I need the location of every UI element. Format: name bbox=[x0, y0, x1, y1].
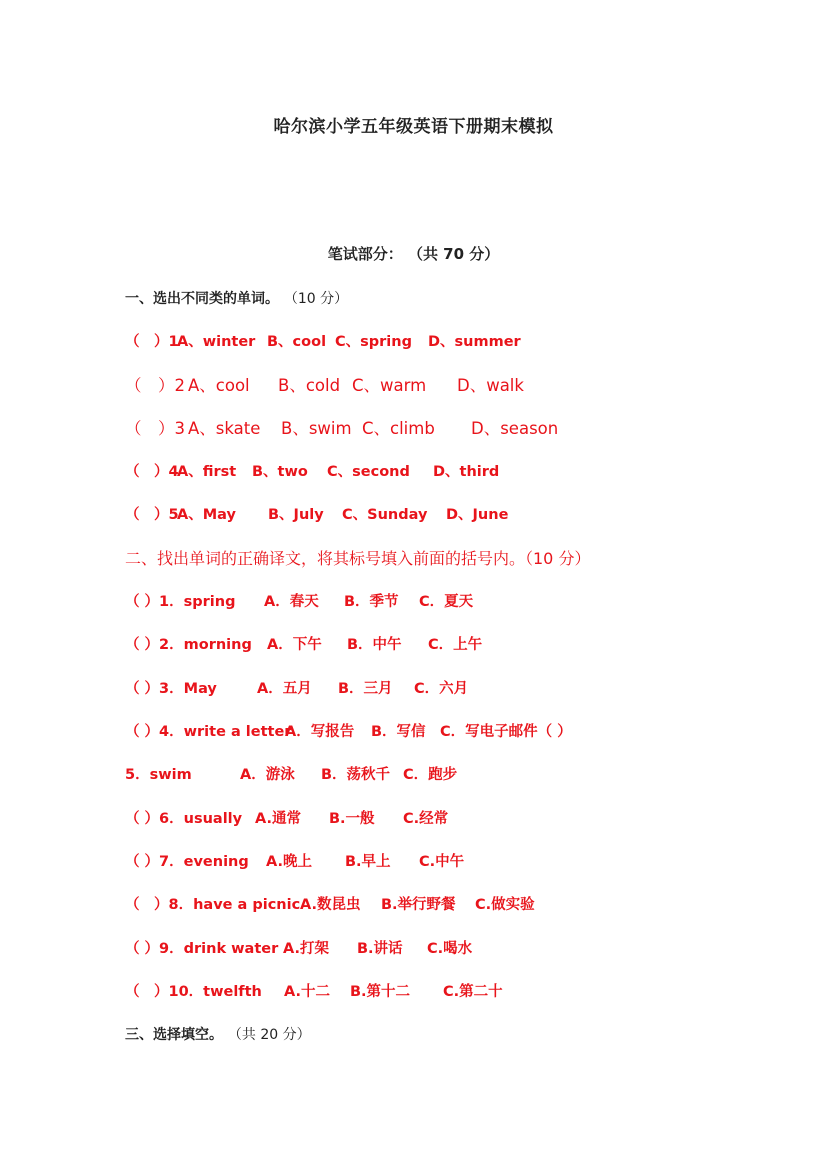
s1-q4-number: （ ）4 bbox=[125, 464, 179, 480]
s2-question-2 bbox=[125, 633, 482, 654]
s2-question-7 bbox=[125, 850, 464, 871]
s2-q9-word: （ ）9．drink water bbox=[125, 941, 279, 957]
s2-q8-word: （ ）8．have a picnic bbox=[125, 897, 301, 913]
s2-q3-option-b: B．三月 bbox=[338, 681, 393, 697]
s2-q6-option-b: B.一般 bbox=[329, 811, 375, 827]
s2-q3-option-a: A．五月 bbox=[257, 681, 312, 697]
s1-q2-option-c: C、warm bbox=[352, 376, 427, 395]
s2-question-5 bbox=[125, 763, 457, 784]
s2-question-4 bbox=[125, 720, 572, 741]
s2-q10-word: （ ）10．twelfth bbox=[125, 984, 262, 1000]
s1-q3-option-a: A、skate bbox=[188, 419, 261, 438]
s1-q1-option-b: B、cool bbox=[267, 334, 327, 350]
s2-q2-option-b: B．中午 bbox=[347, 637, 402, 653]
s1-q2-option-d: D、walk bbox=[457, 376, 524, 395]
s1-q1-option-d: D、summer bbox=[428, 334, 521, 350]
s2-question-6 bbox=[125, 807, 448, 828]
s2-q8-option-a: A.数昆虫 bbox=[300, 897, 361, 913]
s1-q3-option-c: C、climb bbox=[362, 419, 435, 438]
s1-q1-number: （ ）1 bbox=[125, 334, 179, 350]
page-title: 哈尔滨小学五年级英语下册期末模拟 bbox=[273, 117, 554, 137]
s2-q6-word: （ ）6．usually bbox=[125, 811, 243, 827]
s1-q1-option-c: C、spring bbox=[335, 334, 412, 350]
s2-q1-word: （ ）1．spring bbox=[125, 594, 236, 610]
s2-q7-word: （ ）7．evening bbox=[125, 854, 249, 870]
s2-q1-option-a: A．春天 bbox=[264, 594, 319, 610]
s2-q5-option-a: A．游泳 bbox=[240, 767, 295, 783]
s2-q1-option-c: C．夏天 bbox=[419, 594, 474, 610]
page-subtitle: 笔试部分： （共 70 分） bbox=[327, 245, 500, 263]
s2-q10-option-a: A.十二 bbox=[284, 984, 330, 1000]
s2-question-10 bbox=[125, 980, 503, 1001]
s2-q3-word: （ ）3．May bbox=[125, 681, 217, 697]
s1-q5-option-c: C、Sunday bbox=[342, 507, 428, 523]
s2-q10-option-b: B.第十二 bbox=[350, 984, 411, 1000]
s2-q9-option-a: A.打架 bbox=[283, 941, 329, 957]
section3-heading-bold: 三、选择填空。 bbox=[125, 1027, 223, 1043]
s2-q8-option-b: B.举行野餐 bbox=[381, 897, 456, 913]
s2-q5-word: 5．swim bbox=[125, 767, 192, 783]
section3-heading-score: （共 20 分） bbox=[227, 1027, 311, 1043]
s1-question-1 bbox=[125, 330, 521, 351]
s2-q8-option-c: C.做实验 bbox=[475, 897, 535, 913]
s2-q4-option-c: C．写电子邮件（ ） bbox=[440, 724, 572, 740]
s2-q2-word: （ ）2．morning bbox=[125, 637, 252, 653]
s2-q1-option-b: B．季节 bbox=[344, 594, 399, 610]
s1-q2-number: （ ）2 bbox=[125, 376, 185, 395]
s1-q4-option-b: B、two bbox=[252, 464, 308, 480]
s2-q6-option-c: C.经常 bbox=[403, 811, 449, 827]
s2-q2-option-c: C．上午 bbox=[428, 637, 483, 653]
s1-q4-option-a: A、first bbox=[177, 464, 237, 480]
s2-q5-option-b: B．荡秋千 bbox=[321, 767, 391, 783]
s2-q7-option-c: C.中午 bbox=[419, 854, 465, 870]
s1-question-3 bbox=[125, 415, 558, 439]
s2-q4-option-a: A．写报告 bbox=[285, 724, 355, 740]
s2-q9-option-c: C.喝水 bbox=[427, 941, 473, 957]
s2-q5-option-c: C．跑步 bbox=[403, 767, 458, 783]
s1-question-2 bbox=[125, 372, 524, 396]
s1-q5-option-b: B、July bbox=[268, 507, 324, 523]
section1-heading bbox=[125, 288, 348, 308]
s2-question-9 bbox=[125, 937, 472, 958]
s1-q1-option-a: A、winter bbox=[177, 334, 256, 350]
s2-q9-option-b: B.讲话 bbox=[357, 941, 403, 957]
section3-heading bbox=[125, 1024, 311, 1044]
s2-q6-option-a: A.通常 bbox=[255, 811, 301, 827]
s2-q4-word: （ ）4．write a letter bbox=[125, 724, 292, 740]
s1-q3-option-b: B、swim bbox=[281, 419, 352, 438]
s1-q5-number: （ ）5 bbox=[125, 507, 179, 523]
s1-question-5 bbox=[125, 503, 508, 524]
s1-q2-option-a: A、cool bbox=[188, 376, 250, 395]
s1-q4-option-c: C、second bbox=[327, 464, 410, 480]
section1-heading-bold: 一、选出不同类的单词。 bbox=[125, 291, 279, 307]
s2-q4-option-b: B．写信 bbox=[371, 724, 426, 740]
s2-q7-option-b: B.早上 bbox=[345, 854, 391, 870]
s2-q2-option-a: A．下午 bbox=[267, 637, 322, 653]
section2-heading: 二、找出单词的正确译文，将其标号填入前面的括号内。（10 分） bbox=[125, 549, 591, 568]
s2-q3-option-c: C．六月 bbox=[414, 681, 469, 697]
s1-q2-option-b: B、cold bbox=[278, 376, 341, 395]
s1-q3-number: （ ）3 bbox=[125, 419, 185, 438]
s1-q4-option-d: D、third bbox=[433, 464, 500, 480]
s2-question-3 bbox=[125, 677, 468, 698]
section1-heading-score: （10 分） bbox=[283, 291, 349, 307]
s1-q5-option-d: D、June bbox=[446, 507, 509, 523]
s1-question-4 bbox=[125, 460, 499, 481]
s2-q7-option-a: A.晚上 bbox=[266, 854, 312, 870]
s2-question-8 bbox=[125, 893, 535, 914]
s1-q5-option-a: A、May bbox=[177, 507, 236, 523]
s2-q10-option-c: C.第二十 bbox=[443, 984, 503, 1000]
s1-q3-option-d: D、season bbox=[471, 419, 559, 438]
s2-question-1 bbox=[125, 590, 473, 611]
